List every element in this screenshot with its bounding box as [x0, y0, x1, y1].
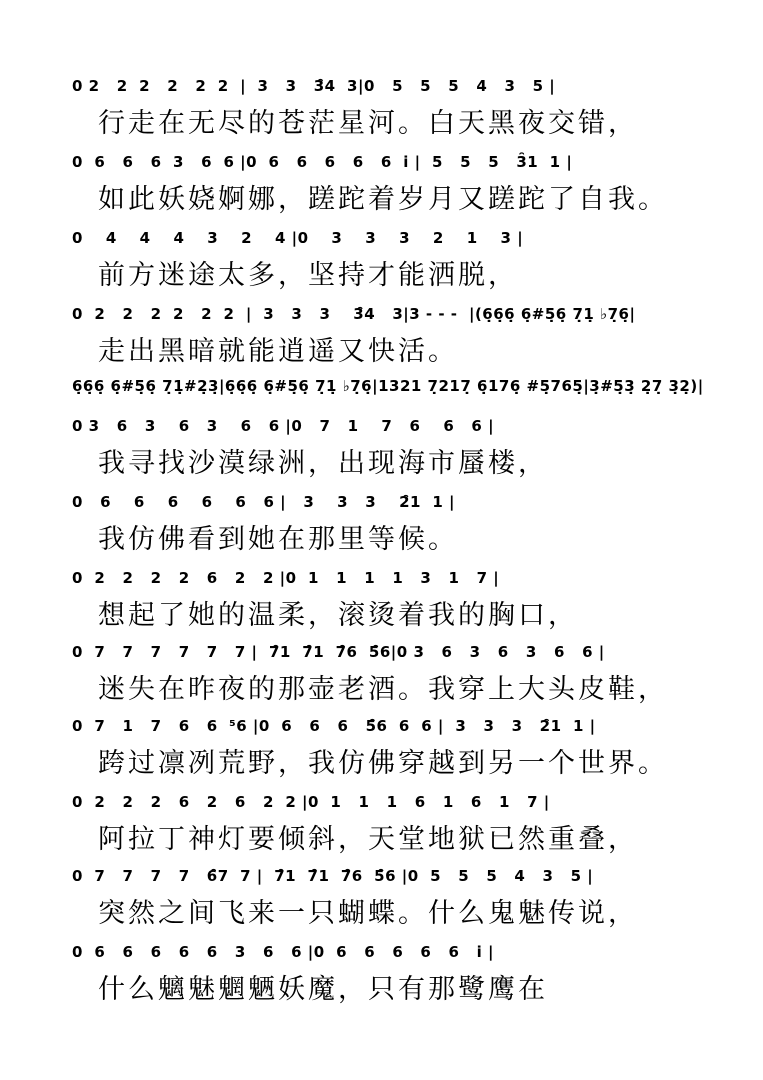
- jianpu-notes: 0 7 1 7 6 6 ⁵6 |0 6 6 6 5̑6 6 6 | 3 3 3 2̑1 1 |: [72, 717, 596, 735]
- jianpu-notes: 0 4 4 4 3 2 4 |0 3 3 3 2 1 3 |: [72, 229, 524, 247]
- music-system-9: [72, 638, 692, 716]
- lyrics-line: 行走在无尽的苍茫星河。白天黑夜交错，: [98, 108, 638, 139]
- music-system-13: [72, 938, 692, 1016]
- lyrics-line: 突然之间飞来一只蝴蝶。什么鬼魅传说，: [98, 898, 638, 929]
- music-system-4: [72, 300, 692, 378]
- music-system-8: [72, 564, 692, 642]
- music-system-6: [72, 412, 692, 490]
- jianpu-notes: 0 3 6 3 6 3 6 6 |0 7 1 7 6 6 6 |: [72, 417, 495, 435]
- lyrics-line: 跨过凛冽荒野，我仿佛穿越到另一个世界。: [98, 748, 668, 779]
- music-system-2: [72, 148, 692, 226]
- lyrics-line: 走出黑暗就能逍遥又快活。: [98, 336, 458, 367]
- jianpu-notes: 0 2 2 2 2 2 2 | 3 3 3̑4 3|0 5 5 5 4 3 5 |: [72, 77, 556, 95]
- jianpu-notes: 0 6 6 6 6 6 6 | 3 3 3 2̑1 1 |: [72, 493, 456, 511]
- lyrics-line: 什么魑魅魍魉妖魔，只有那鹭鹰在: [98, 974, 548, 1005]
- jianpu-notes: 0 2 2 2 2 6 2 2 |0 1 1 1 1 3 1 7 |: [72, 569, 500, 587]
- lyrics-line: 阿拉丁神灯要倾斜，天堂地狱已然重叠，: [98, 824, 638, 855]
- lyrics-line: 我仿佛看到她在那里等候。: [98, 524, 458, 555]
- music-system-1: [72, 72, 692, 150]
- music-system-3: [72, 224, 692, 302]
- jianpu-notes: 0 2 2 2 2 2 2 | 3 3 3 3̑4 3|3 - - - |(6̣6̣6̣ 6̣#5̣6̣ 7̣1̣ ♭7̣6̣|: [72, 305, 636, 323]
- jianpu-notes: 0 7 7 7 7 7 7 | 7̑1 7̑1 7̑6 5̑6|0 3 6 3 6 3 6 6 |: [72, 643, 605, 661]
- lyrics-line: 想起了她的温柔，滚烫着我的胸口，: [98, 600, 578, 631]
- jianpu-notes: 0 6 6 6 6 6 3 6 6 |0 6 6 6 6 6 i |: [72, 943, 494, 961]
- music-system-11: [72, 788, 692, 866]
- music-system-10: [72, 712, 692, 790]
- jianpu-notes: 0 2 2 2 6 2 6 2 2 |0 1 1 1 6 1 6 1 7 |: [72, 793, 550, 811]
- jianpu-notes: 0 6 6 6 3 6 6 |0 6 6 6 6 6 i | 5 5 5 3̑1 1 |: [72, 153, 573, 171]
- lyrics-line: 迷失在昨夜的那壶老酒。我穿上大头皮鞋，: [98, 674, 668, 705]
- music-system-5-interlude: [72, 372, 704, 406]
- music-system-7: [72, 488, 692, 566]
- music-system-12: [72, 862, 692, 940]
- lyrics-line: 前方迷途太多，坚持才能洒脱，: [98, 260, 518, 291]
- jianpu-notes: 6̣6̣6̣ 6̣#5̣6̣ 7̣1̣#2̣3̣|6̣6̣6̣ 6̣#5̣6̣ 7̣1̣ ♭7̣6̣|1321 7̣217̣ 6̣176̣ #5̣765̣|3̣#5̣3̣ 2̣7̣ 3̣2̣)|: [72, 377, 704, 395]
- lyrics-line: 我寻找沙漠绿洲，出现海市蜃楼，: [98, 448, 548, 479]
- jianpu-notes: 0 7 7 7 7 6̑7 7 | 7̑1 7̑1 7̑6 5̑6 |0 5 5 5 4 3 5 |: [72, 867, 594, 885]
- lyrics-line: 如此妖娆婀娜，蹉跎着岁月又蹉跎了自我。: [98, 184, 668, 215]
